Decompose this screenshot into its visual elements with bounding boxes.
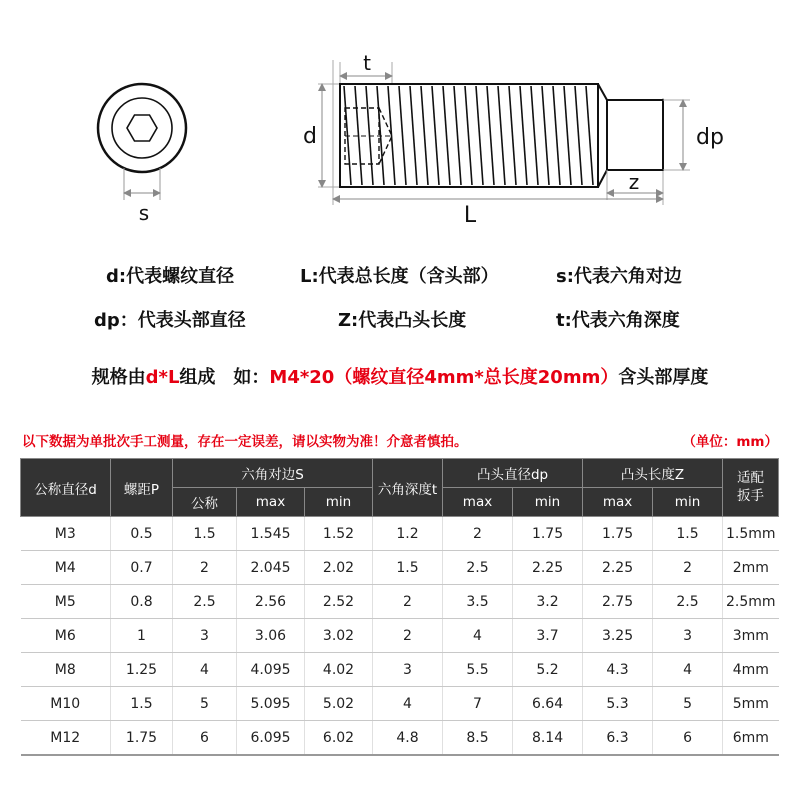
table-cell: 1.5 (653, 517, 723, 551)
table-cell: 0.8 (111, 585, 173, 619)
label-s: s (138, 201, 150, 225)
table-cell: 2.045 (237, 551, 305, 585)
header-wrench: 适配 扳手 (723, 459, 779, 517)
table-row (21, 653, 779, 687)
table-cell: 6mm (723, 721, 779, 756)
table-cell: 3.25 (583, 619, 653, 653)
spec-prefix: 规格由 (91, 367, 146, 388)
table-cell: 6.095 (237, 721, 305, 756)
measurement-note (22, 430, 780, 450)
table-cell: 3.2 (513, 585, 583, 619)
spec-example: M4*20（螺纹直径4mm*总长度20mm） (269, 367, 619, 388)
unit-label: （单位：mm） (682, 434, 778, 450)
spec-format-line (0, 363, 800, 389)
table-cell: 1 (111, 619, 173, 653)
spec-formula: d*L (145, 367, 180, 388)
table-cell: 3 (173, 619, 237, 653)
legend-L: L:代表总长度（含头部） (300, 266, 499, 287)
table-cell: 6.64 (513, 687, 583, 721)
table-row (21, 619, 779, 653)
table-cell: 6.3 (583, 721, 653, 756)
table-cell: 2.5 (653, 585, 723, 619)
table-cell: 2.25 (513, 551, 583, 585)
table-cell: 1.5 (111, 687, 173, 721)
table-cell: M6 (21, 619, 111, 653)
table-cell: 6 (653, 721, 723, 756)
label-z: z (628, 170, 640, 194)
table-cell: 3mm (723, 619, 779, 653)
table-cell: 8.14 (513, 721, 583, 756)
table-row (21, 585, 779, 619)
table-cell: 4 (443, 619, 513, 653)
table-cell: 1.25 (111, 653, 173, 687)
header-pitch: 螺距P (111, 459, 173, 517)
legend-s: s:代表六角对边 (556, 266, 682, 287)
spec-middle: 组成 如： (179, 367, 270, 388)
table-cell: 2.25 (583, 551, 653, 585)
table-cell: 2 (173, 551, 237, 585)
legend-z: Z:代表凸头长度 (338, 310, 467, 331)
header-s-min: min (305, 488, 373, 517)
header-dp-max: max (443, 488, 513, 517)
table-cell: 4 (373, 687, 443, 721)
table-cell: 2.5mm (723, 585, 779, 619)
note-text: 以下数据为单批次手工测量，存在一定误差，请以实物为准！介意者慎拍。 (22, 434, 468, 450)
spec-suffix: 含头部厚度 (618, 367, 709, 388)
table-cell: 1.52 (305, 517, 373, 551)
table-cell: 8.5 (443, 721, 513, 756)
table-cell: 2 (653, 551, 723, 585)
table-cell: M8 (21, 653, 111, 687)
table-cell: M3 (21, 517, 111, 551)
legend-t: t:代表六角深度 (556, 310, 680, 331)
table-cell: 5.095 (237, 687, 305, 721)
table-cell: 3 (653, 619, 723, 653)
legend-dp: dp：代表头部直径 (94, 310, 246, 331)
table-cell: 1.75 (583, 517, 653, 551)
header-hex-depth: 六角深度t (373, 459, 443, 517)
header-z: 凸头长度Z (583, 459, 723, 488)
table-cell: 3.02 (305, 619, 373, 653)
table-cell: 4 (173, 653, 237, 687)
table-row (21, 687, 779, 721)
label-t: t (363, 51, 371, 75)
table-cell: 2.52 (305, 585, 373, 619)
table-row (21, 517, 779, 551)
table-cell: M4 (21, 551, 111, 585)
table-cell: 2.75 (583, 585, 653, 619)
table-cell: 1.5 (373, 551, 443, 585)
header-dp-min: min (513, 488, 583, 517)
table-cell: 2 (443, 517, 513, 551)
table-cell: 1.5 (173, 517, 237, 551)
end-view (98, 84, 186, 225)
table-cell: 3.06 (237, 619, 305, 653)
table-cell: 2.5 (443, 551, 513, 585)
label-d: d (303, 124, 317, 149)
table-cell: 1.75 (513, 517, 583, 551)
table-cell: 5 (173, 687, 237, 721)
table-cell: 0.5 (111, 517, 173, 551)
table-cell: 1.5mm (723, 517, 779, 551)
table-cell: M10 (21, 687, 111, 721)
label-L: L (463, 203, 477, 228)
table-cell: 3.5 (443, 585, 513, 619)
table-cell: 1.75 (111, 721, 173, 756)
table-cell: 0.7 (111, 551, 173, 585)
table-cell: 2 (373, 619, 443, 653)
table-cell: 1.2 (373, 517, 443, 551)
spec-table (20, 458, 779, 756)
header-s-nominal: 公称 (173, 488, 237, 517)
table-cell: 6.02 (305, 721, 373, 756)
side-view (303, 51, 724, 228)
table-cell: 5mm (723, 687, 779, 721)
legend-d: d:代表螺纹直径 (106, 266, 235, 287)
table-cell: 6 (173, 721, 237, 756)
table-cell: 4mm (723, 653, 779, 687)
table-cell: 5.02 (305, 687, 373, 721)
table-cell: 2mm (723, 551, 779, 585)
table-cell: M5 (21, 585, 111, 619)
header-z-min: min (653, 488, 723, 517)
table-cell: 7 (443, 687, 513, 721)
header-nominal-diameter: 公称直径d (21, 459, 111, 517)
table-cell: 2.02 (305, 551, 373, 585)
table-cell: 2.56 (237, 585, 305, 619)
header-hex-s: 六角对边S (173, 459, 373, 488)
table-cell: 4.02 (305, 653, 373, 687)
header-z-max: max (583, 488, 653, 517)
label-dp: dp (696, 125, 724, 150)
table-cell: 4.095 (237, 653, 305, 687)
table-cell: 5 (653, 687, 723, 721)
table-cell: 3 (373, 653, 443, 687)
table-cell: 2 (373, 585, 443, 619)
header-dp: 凸头直径dp (443, 459, 583, 488)
screw-drawing (0, 0, 800, 255)
table-cell: 5.5 (443, 653, 513, 687)
table-cell: 5.2 (513, 653, 583, 687)
table-row (21, 721, 779, 756)
table-cell: M12 (21, 721, 111, 756)
table-cell: 4 (653, 653, 723, 687)
table-cell: 1.545 (237, 517, 305, 551)
table-cell: 4.3 (583, 653, 653, 687)
table-cell: 5.3 (583, 687, 653, 721)
table-cell: 4.8 (373, 721, 443, 756)
table-row (21, 551, 779, 585)
header-s-max: max (237, 488, 305, 517)
table-cell: 2.5 (173, 585, 237, 619)
table-cell: 3.7 (513, 619, 583, 653)
